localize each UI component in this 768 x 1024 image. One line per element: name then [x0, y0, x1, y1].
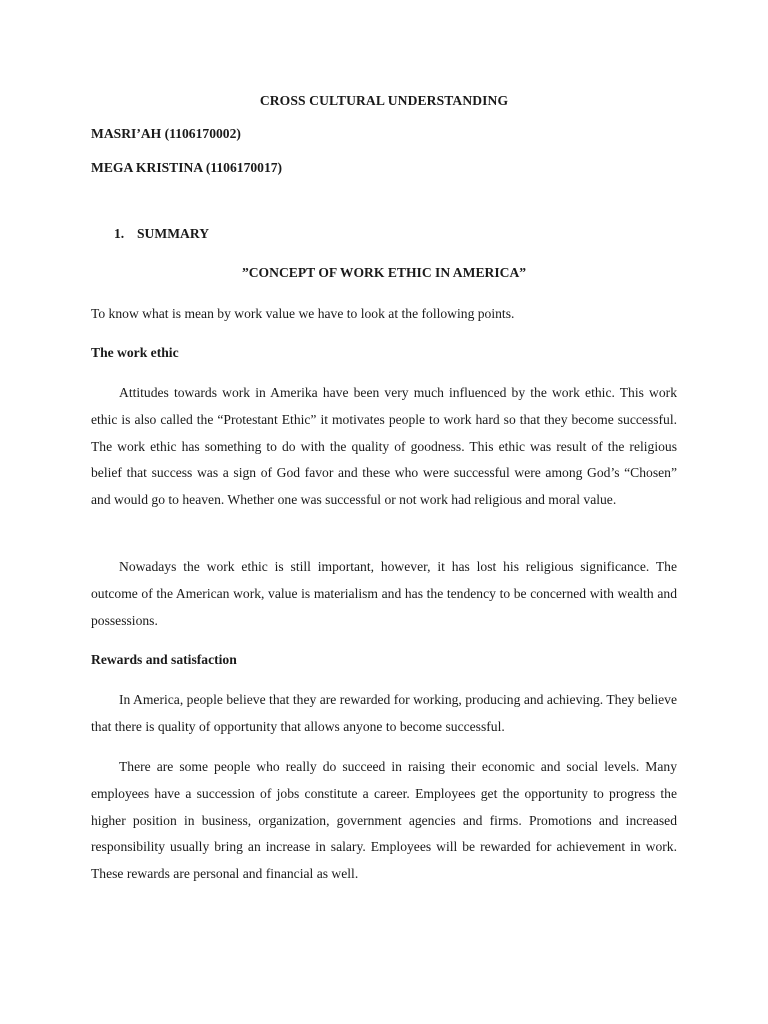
subheading-rewards: Rewards and satisfaction [91, 652, 237, 667]
section-label: SUMMARY [137, 226, 210, 241]
section-number: 1. [114, 226, 125, 241]
work-ethic-paragraph-1: Attitudes towards work in Amerika have been very much influenced by the work ethic. This work ethic is also called the “Protestant Ethic” it motivates people to work hard so that they become successful. The work ethic has something to do with the quality of goodness. This ethic was result of the religious belief that success was a sign of God favor and these who were successful were among God’s “Chosen” and would go to heaven. Whether one was successful or not work had religious and moral value. [91, 385, 677, 508]
intro-paragraph: To know what is mean by work value we have to look at the following points. [91, 306, 515, 321]
author-name-1: MASRI’AH (1106170002) [91, 126, 241, 141]
section-title: ”CONCEPT OF WORK ETHIC IN AMERICA” [241, 265, 527, 280]
work-ethic-paragraph-2: Nowadays the work ethic is still important, however, it has lost his religious significance. The outcome of the American work, value is materialism and has the tendency to be concerned with wealth and possessions. [91, 559, 677, 628]
rewards-paragraph-2: There are some people who really do succeed in raising their economic and social levels. Many employees have a succession of jobs constitute a career. Employees get the opportunity to progress the higher position in business, organization, government agencies and firms. Promotions and increased responsibility usually bring an increase in salary. Employees will be rewarded for achievement in work. These rewards are personal and financial as well. [91, 759, 677, 882]
document-title: CROSS CULTURAL UNDERSTANDING [259, 93, 509, 108]
author-name-2: MEGA KRISTINA (1106170017) [91, 160, 283, 175]
subheading-work-ethic: The work ethic [91, 345, 179, 360]
section-heading-summary [114, 226, 209, 242]
rewards-paragraph-1: In America, people believe that they are rewarded for working, producing and achieving. They believe that there is quality of opportunity that allows anyone to become successful. [91, 692, 677, 734]
